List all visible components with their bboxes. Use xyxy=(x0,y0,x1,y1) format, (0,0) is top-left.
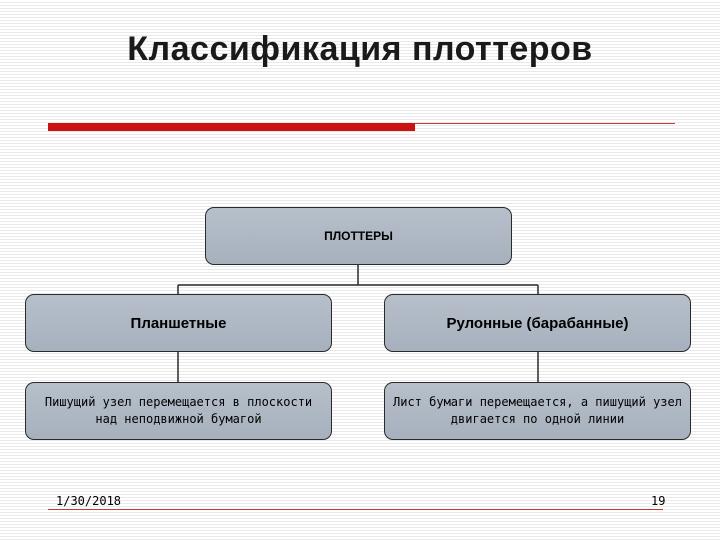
description-text-flatbed: Пишущий узел перемещается в плоскости над неподвижной бумагой xyxy=(44,395,313,426)
description-node-roll xyxy=(384,382,691,440)
description-node-flatbed xyxy=(25,382,332,440)
footer-page-number: 19 xyxy=(651,494,666,508)
root-node-label: ПЛОТТЕРЫ xyxy=(324,229,393,243)
description-text-roll: Лист бумаги перемещается, а пишущий узел двигается по одной линии xyxy=(393,395,682,426)
footer-rule xyxy=(48,509,663,510)
category-node-roll xyxy=(384,294,691,352)
footer-date: 1/30/2018 xyxy=(56,494,122,508)
root-node-plotters xyxy=(205,207,512,265)
category-label-roll: Рулонные (барабанные) xyxy=(446,314,629,332)
category-node-flatbed xyxy=(25,294,332,352)
slide-title: Классификация плоттеров xyxy=(127,30,593,68)
category-label-flatbed: Планшетные xyxy=(130,314,227,332)
